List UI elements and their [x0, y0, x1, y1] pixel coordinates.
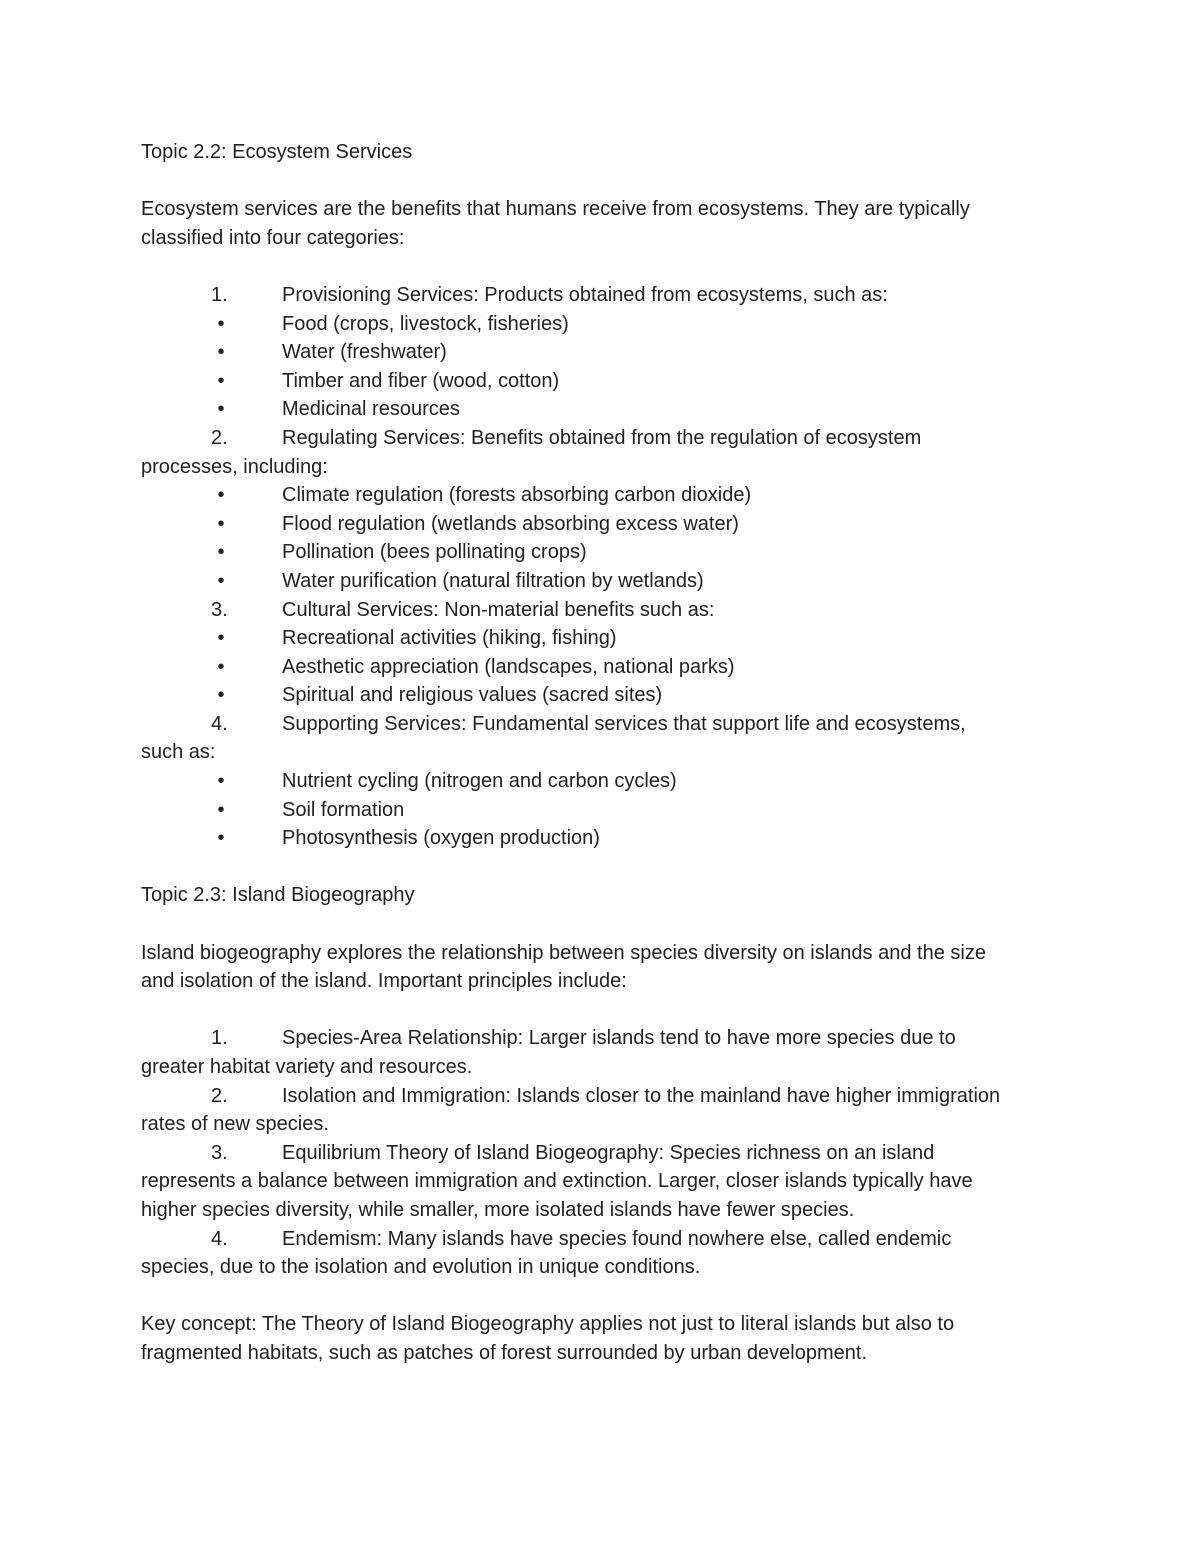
item-continuation: represents a balance between immigration and extinction. Larger, closer islands typically have	[141, 1170, 973, 1193]
bullet-text: Nutrient cycling (nitrogen and carbon cycles)	[282, 770, 677, 793]
bullet-text: Spiritual and religious values (sacred sites)	[282, 684, 663, 707]
item-number: 3.	[211, 1141, 228, 1164]
item-continuation: greater habitat variety and resources.	[141, 1056, 473, 1078]
paragraph-line: Ecosystem services are the benefits that humans receive from ecosystems. They are typically	[141, 198, 970, 221]
paragraph-line: and isolation of the island. Important principles include:	[141, 970, 627, 993]
bullet-item	[141, 367, 1071, 396]
key-concept-line: fragmented habitats, such as patches of forest surrounded by urban development.	[141, 1341, 867, 1364]
numbered-item	[141, 424, 1071, 453]
bullet-item	[141, 767, 1071, 796]
bullet-icon: •	[217, 770, 225, 793]
section-heading: Topic 2.3: Island Biogeography	[141, 884, 415, 907]
numbered-item	[141, 710, 1071, 739]
numbered-item	[141, 1139, 1071, 1168]
item-number: 1.	[211, 283, 228, 306]
bullet-icon: •	[217, 655, 225, 678]
bullet-text: Food (crops, livestock, fisheries)	[282, 312, 569, 335]
bullet-icon: •	[217, 684, 225, 707]
item-number: 3.	[211, 598, 228, 621]
item-continuation: species, due to the isolation and evolution in unique conditions.	[141, 1256, 701, 1279]
bullet-item	[141, 624, 1071, 653]
item-continuation: rates of new species.	[141, 1113, 329, 1136]
bullet-icon: •	[217, 484, 225, 507]
bullet-icon: •	[217, 341, 225, 364]
bullet-icon: •	[217, 541, 225, 564]
bullet-item	[141, 481, 1071, 510]
bullet-item	[141, 681, 1071, 710]
item-text: Regulating Services: Benefits obtained from the regulation of ecosystem	[282, 426, 922, 449]
item-text: Isolation and Immigration: Islands closer to the mainland have higher immigration	[282, 1084, 1001, 1107]
item-continuation: higher species diversity, while smaller, more isolated islands have fewer species.	[141, 1198, 855, 1221]
paragraph-line: classified into four categories:	[141, 226, 405, 249]
bullet-item	[141, 796, 1071, 825]
bullet-item	[141, 538, 1071, 567]
bullet-icon: •	[217, 398, 225, 421]
bullet-icon: •	[217, 827, 225, 850]
item-continuation: such as:	[141, 741, 216, 764]
item-text: Supporting Services: Fundamental services that support life and ecosystems,	[282, 712, 966, 735]
numbered-item	[141, 1082, 1071, 1111]
numbered-item	[141, 1225, 1071, 1254]
item-number: 2.	[211, 426, 228, 449]
item-text: Provisioning Services: Products obtained from ecosystems, such as:	[282, 283, 888, 306]
numbered-item	[141, 281, 1071, 310]
item-number: 4.	[211, 1227, 228, 1250]
bullet-text: Climate regulation (forests absorbing carbon dioxide)	[282, 484, 752, 507]
bullet-text: Water purification (natural filtration by wetlands)	[282, 569, 704, 592]
bullet-icon: •	[217, 569, 225, 592]
section-heading: Topic 2.2: Ecosystem Services	[141, 141, 413, 163]
key-concept-line: Key concept: The Theory of Island Biogeography applies not just to literal islands but also to	[141, 1313, 955, 1336]
bullet-icon: •	[217, 512, 225, 535]
bullet-item	[141, 824, 1071, 853]
bullet-text: Soil formation	[282, 798, 405, 821]
bullet-text: Aesthetic appreciation (landscapes, national parks)	[282, 655, 735, 678]
bullet-icon: •	[217, 312, 225, 335]
bullet-text: Water (freshwater)	[282, 341, 447, 364]
bullet-text: Photosynthesis (oxygen production)	[282, 827, 600, 850]
item-number: 1.	[211, 1027, 228, 1050]
document-page	[141, 138, 1071, 1368]
bullet-item	[141, 395, 1071, 424]
numbered-item	[141, 1024, 1071, 1053]
bullet-item	[141, 338, 1071, 367]
bullet-text: Pollination (bees pollinating crops)	[282, 541, 587, 564]
bullet-text: Timber and fiber (wood, cotton)	[282, 369, 560, 392]
item-number: 4.	[211, 712, 228, 735]
paragraph-line: Island biogeography explores the relationship between species diversity on islands and the size	[141, 941, 986, 964]
item-text: Equilibrium Theory of Island Biogeography: Species richness on an island	[282, 1141, 935, 1164]
bullet-text: Flood regulation (wetlands absorbing excess water)	[282, 512, 739, 535]
item-text: Endemism: Many islands have species found nowhere else, called endemic	[282, 1227, 952, 1250]
bullet-icon: •	[217, 627, 225, 650]
bullet-item	[141, 567, 1071, 596]
item-continuation: processes, including:	[141, 455, 328, 478]
bullet-icon: •	[217, 798, 225, 821]
bullet-item	[141, 510, 1071, 539]
bullet-text: Recreational activities (hiking, fishing)	[282, 627, 617, 650]
bullet-item	[141, 653, 1071, 682]
item-number: 2.	[211, 1084, 228, 1107]
numbered-item	[141, 596, 1071, 625]
bullet-text: Medicinal resources	[282, 398, 460, 421]
item-text: Species-Area Relationship: Larger islands tend to have more species due to	[282, 1027, 956, 1050]
bullet-icon: •	[217, 369, 225, 392]
item-text: Cultural Services: Non-material benefits such as:	[282, 598, 715, 621]
bullet-item	[141, 310, 1071, 339]
